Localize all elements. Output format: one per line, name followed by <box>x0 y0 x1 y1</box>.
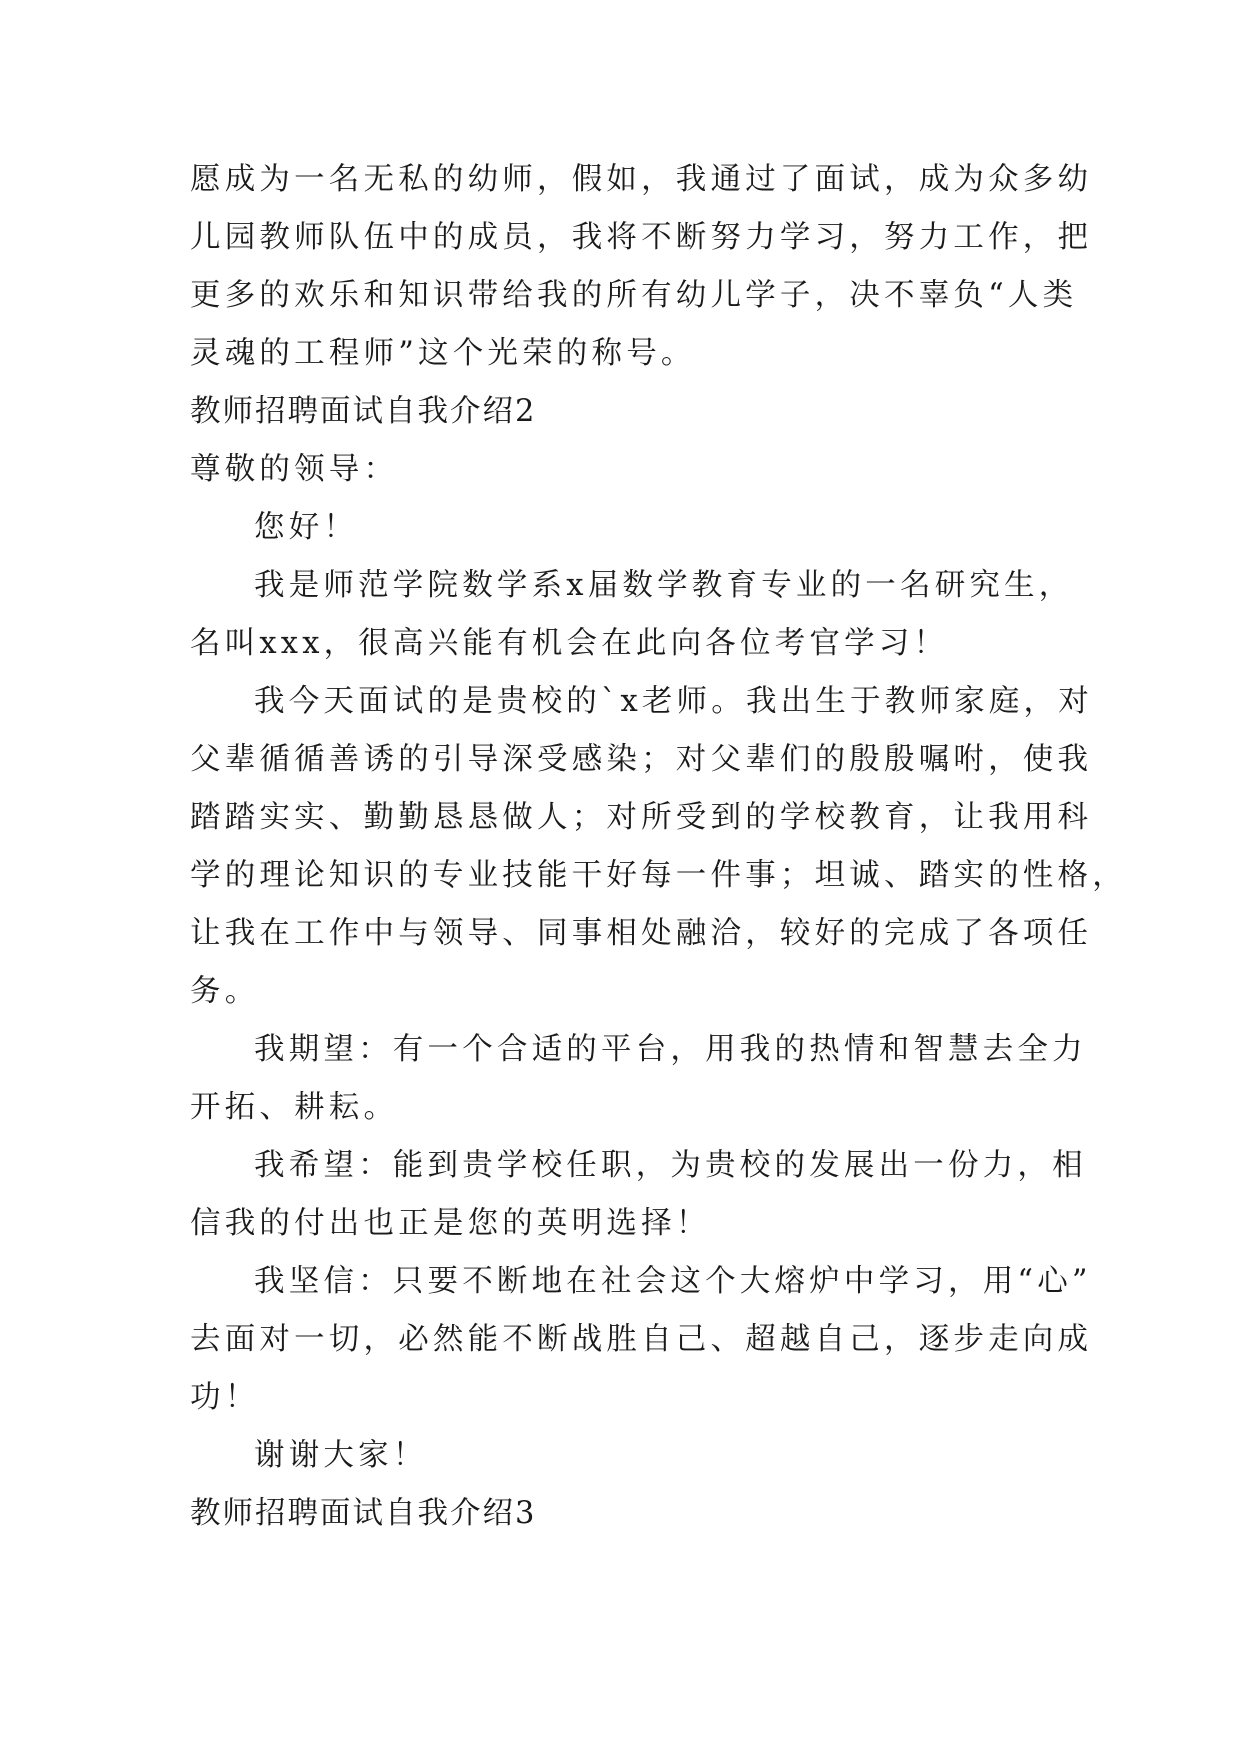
paragraph-line: 我期望：有一个合适的平台，用我的热情和智慧去全力 <box>254 1032 1087 1067</box>
paragraph-line: 更多的欢乐和知识带给我的所有幼儿学子，决不辜负“人类 <box>190 278 1078 313</box>
paragraph-line: 愿成为一名无私的幼师，假如，我通过了面试，成为众多幼 <box>190 162 1093 197</box>
salutation: 尊敬的领导： <box>190 452 399 487</box>
paragraph-line: 信我的付出也正是您的英明选择！ <box>190 1206 711 1241</box>
paragraph-line: 父辈循循善诱的引导深受感染；对父辈们的殷殷嘱咐，使我 <box>190 742 1093 777</box>
paragraph-line: 开拓、耕耘。 <box>190 1090 399 1125</box>
paragraph-line: 学的理论知识的专业技能干好每一件事；坦诚、踏实的性格， <box>190 858 1127 893</box>
paragraph-line: 我是师范学院数学系x届数学教育专业的一名研究生， <box>254 568 1074 603</box>
greeting: 您好！ <box>254 510 359 545</box>
paragraph-line: 去面对一切，必然能不断战胜自己、超越自己，逐步走向成 <box>190 1322 1093 1357</box>
paragraph-line: 我希望：能到贵学校任职，为贵校的发展出一份力，相 <box>254 1148 1087 1183</box>
paragraph-line: 我今天面试的是贵校的`x老师。我出生于教师家庭，对 <box>254 684 1093 719</box>
paragraph-line: 我坚信：只要不断地在社会这个大熔炉中学习，用“心” <box>254 1264 1092 1299</box>
paragraph-line: 让我在工作中与领导、同事相处融洽，较好的完成了各项任 <box>190 916 1093 951</box>
paragraph-line: 名叫xxx，很高兴能有机会在此向各位考官学习！ <box>190 626 949 661</box>
paragraph-line: 功！ <box>190 1380 260 1415</box>
section-heading: 教师招聘面试自我介绍2 <box>190 394 537 429</box>
closing-line: 谢谢大家！ <box>254 1438 428 1473</box>
paragraph-line: 儿园教师队伍中的成员，我将不断努力学习，努力工作，把 <box>190 220 1093 255</box>
paragraph-line: 踏踏实实、勤勤恳恳做人；对所受到的学校教育，让我用科 <box>190 800 1093 835</box>
section-heading: 教师招聘面试自我介绍3 <box>190 1496 537 1531</box>
paragraph-line: 灵魂的工程师”这个光荣的称号。 <box>190 336 696 371</box>
paragraph-line: 务。 <box>190 974 260 1009</box>
